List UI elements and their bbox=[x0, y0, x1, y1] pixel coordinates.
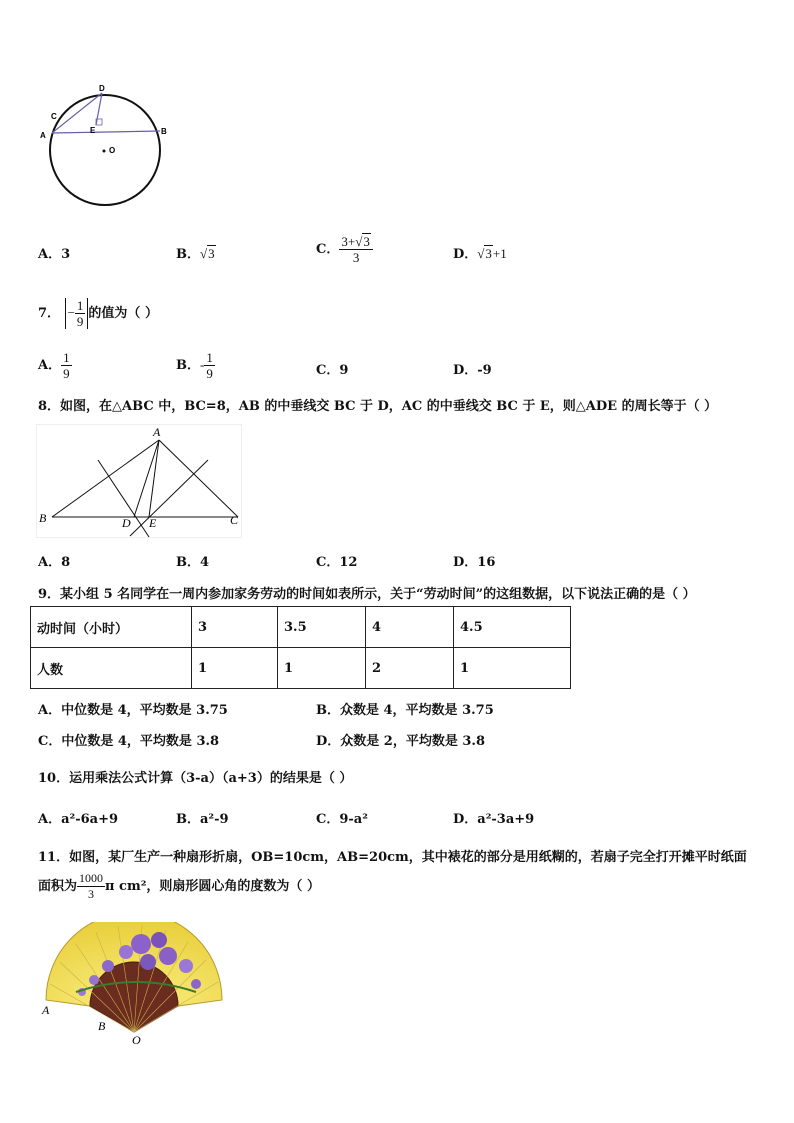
q6-option-b bbox=[176, 243, 216, 262]
q7-option-b bbox=[176, 350, 215, 381]
segment-ab bbox=[52, 440, 159, 517]
table-cell: 1 bbox=[192, 648, 278, 689]
q10-option-b: B．a²-9 bbox=[176, 812, 229, 827]
q9-option-d: D．众数是 2，平均数是 3.8 bbox=[316, 734, 485, 749]
option-letter: B． bbox=[176, 358, 200, 373]
option-letter: B． bbox=[176, 247, 200, 262]
q10-option-d: D．a²-3a+9 bbox=[453, 812, 535, 827]
label-e: E bbox=[90, 126, 96, 135]
q8-option-b: B．4 bbox=[176, 555, 210, 570]
table-cell: 4 bbox=[366, 607, 454, 648]
label-d: D bbox=[99, 84, 105, 93]
question-number: 7． bbox=[38, 306, 61, 321]
q8-option-c: C．12 bbox=[316, 555, 358, 570]
segment-ae bbox=[149, 440, 159, 517]
absolute-value bbox=[65, 298, 89, 329]
q9-stem: 9．某小组 5 名同学在一周内参加家务劳动的时间如表所示，关于“劳动时间”的这组数据，以下说法正确的是（ ） bbox=[38, 587, 696, 602]
fraction-denominator: 9 bbox=[63, 366, 70, 381]
segment-ac bbox=[159, 440, 238, 517]
q7-option-d bbox=[453, 359, 492, 378]
label-c: C bbox=[51, 112, 57, 121]
q9-data-table bbox=[30, 606, 571, 689]
q6-option-d bbox=[453, 243, 507, 262]
option-letter: A． bbox=[38, 247, 62, 262]
option-letter: C． bbox=[316, 242, 340, 257]
radicand: 3 bbox=[363, 234, 370, 249]
table-cell: 3 bbox=[192, 607, 278, 648]
fraction-denominator: 3 bbox=[88, 887, 95, 901]
option-value: -9 bbox=[477, 363, 492, 378]
q9-option-c: C．中位数是 4，平均数是 3.8 bbox=[38, 734, 220, 749]
minus-sign: − bbox=[67, 305, 75, 320]
stem-text: 的值为（ ） bbox=[88, 306, 158, 321]
label-o: O bbox=[109, 146, 116, 155]
option-value: 9 bbox=[339, 363, 349, 378]
table-cell: 1 bbox=[454, 648, 571, 689]
option-value: 3 bbox=[61, 247, 71, 262]
label-c: C bbox=[230, 513, 239, 527]
fraction-denominator: 3 bbox=[352, 250, 360, 265]
table-cell: 2 bbox=[366, 648, 454, 689]
option-letter: D． bbox=[453, 247, 478, 262]
minus-sign: - bbox=[200, 357, 205, 372]
q9-option-a: A．中位数是 4，平均数是 3.75 bbox=[38, 703, 228, 718]
option-letter: A． bbox=[38, 358, 62, 373]
label-a: A bbox=[40, 131, 46, 140]
radicand: 3 bbox=[485, 246, 492, 261]
table-cell: 4.5 bbox=[454, 607, 571, 648]
q7-option-c bbox=[316, 359, 348, 378]
table-row bbox=[31, 648, 571, 689]
table-cell: 1 bbox=[278, 648, 366, 689]
perpendicular-bisector-ac bbox=[130, 460, 208, 536]
q9-option-b: B．众数是 4，平均数是 3.75 bbox=[316, 703, 494, 718]
fraction-denominator: 9 bbox=[206, 366, 213, 381]
radicand: 3 bbox=[208, 246, 215, 261]
label-d: D bbox=[122, 516, 131, 530]
q8-option-a: A．8 bbox=[38, 555, 71, 570]
label-b: B bbox=[98, 1019, 106, 1033]
q6-option-a bbox=[38, 243, 70, 262]
q10-option-c: C．9-a² bbox=[316, 812, 368, 827]
chord-ab bbox=[52, 131, 160, 133]
table-cell: 3.5 bbox=[278, 607, 366, 648]
label-b: B bbox=[161, 127, 167, 136]
q10-option-a: A．a²-6a+9 bbox=[38, 812, 119, 827]
fraction-numerator: 1000 bbox=[79, 871, 104, 885]
q8-triangle-figure bbox=[36, 424, 242, 538]
label-a: A bbox=[153, 425, 161, 439]
q6-circle-figure bbox=[36, 82, 176, 212]
label-e: E bbox=[149, 516, 157, 530]
q11-stem-line2 bbox=[38, 871, 320, 902]
label-o: O bbox=[132, 1033, 141, 1047]
fraction-numerator: 1 bbox=[76, 298, 84, 313]
option-letter: C． bbox=[316, 363, 340, 378]
table-row bbox=[31, 607, 571, 648]
table-cell: 人数 bbox=[31, 648, 192, 689]
q6-option-c bbox=[316, 234, 373, 265]
segment-ad bbox=[134, 440, 159, 517]
fraction-denominator: 9 bbox=[76, 314, 84, 329]
expression-tail: +1 bbox=[492, 246, 507, 261]
q10-stem: 10．运用乘法公式计算（3-a）（a+3）的结果是（ ） bbox=[38, 771, 353, 786]
q8-stem: 8．如图，在△ABC 中，BC=8，AB 的中垂线交 BC 于 D，AC 的中垂线交 BC 于 E，则△ADE 的周长等于（ ） bbox=[38, 399, 718, 414]
label-b: B bbox=[39, 511, 47, 525]
stem-text: π cm²，则扇形圆心角的度数为（ ） bbox=[105, 879, 320, 894]
q7-stem bbox=[38, 298, 158, 329]
q11-folding-fan-figure bbox=[36, 922, 228, 1050]
table-cell: 动时间（小时） bbox=[31, 607, 192, 648]
fraction-numerator: 1 bbox=[63, 350, 70, 365]
label-a: A bbox=[42, 1003, 50, 1017]
stem-text: 面积为 bbox=[38, 879, 78, 894]
q7-option-a bbox=[38, 350, 72, 381]
sqrt-expression: √3 bbox=[200, 246, 215, 261]
center-point bbox=[103, 150, 106, 153]
q11-stem-line1: 11．如图，某厂生产一种扇形折扇，OB=10cm，AB=20cm，其中裱花的部分是用纸糊的，若扇子完全打开摊平时纸面 bbox=[38, 850, 747, 865]
fraction-numerator: 3+ bbox=[341, 234, 356, 249]
fraction-numerator: 1 bbox=[206, 350, 213, 365]
q8-option-d: D．16 bbox=[453, 555, 496, 570]
sqrt-expression: √3 bbox=[477, 246, 492, 261]
fraction: $\frac{3+√3}{3}$ bbox=[339, 234, 372, 265]
figure-frame bbox=[37, 425, 242, 538]
option-letter: D． bbox=[453, 363, 478, 378]
